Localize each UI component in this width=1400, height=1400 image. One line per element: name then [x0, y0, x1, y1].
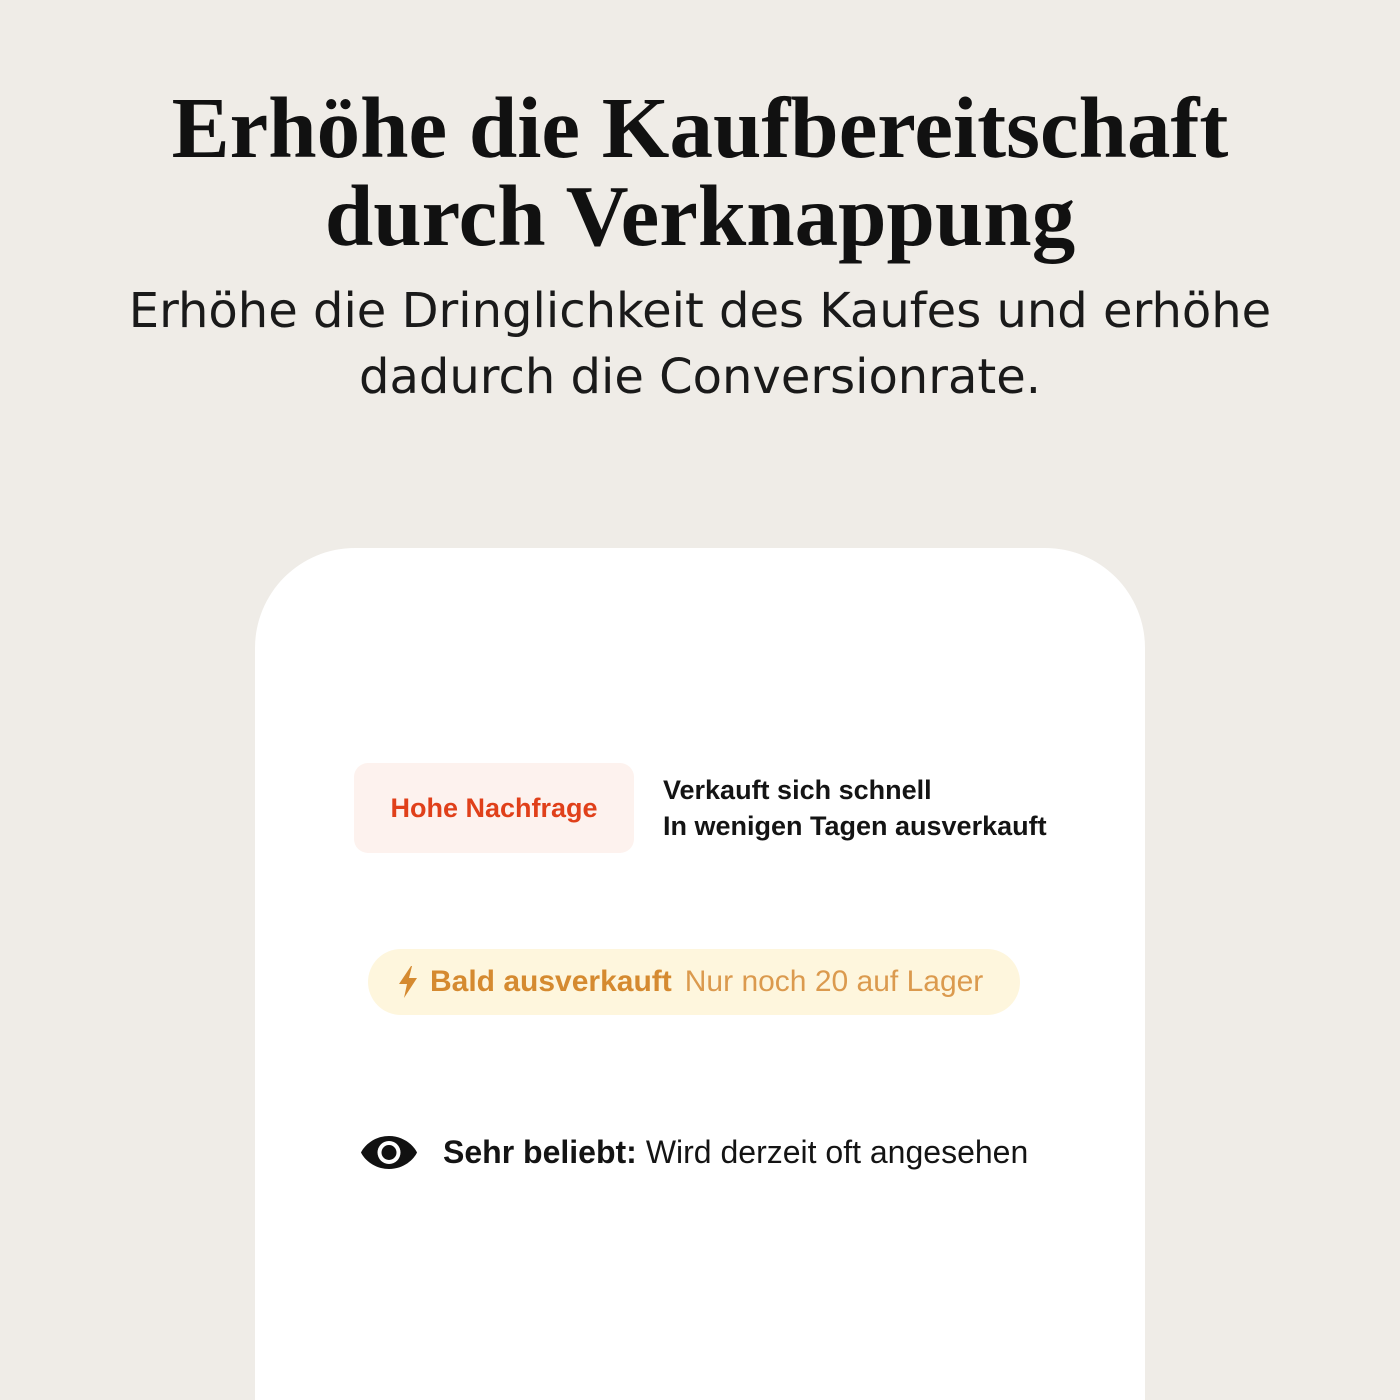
subheadline-line-1: Erhöhe die Dringlichkeit des Kaufes und erhöhe [128, 283, 1272, 339]
high-demand-label: Hohe Nachfrage [390, 792, 598, 823]
subheadline [0, 278, 1400, 410]
high-demand-description [663, 772, 1047, 844]
popular-detail: Wird derzeit oft angesehen [645, 1134, 1029, 1170]
low-stock-label: Bald ausverkauft [430, 965, 672, 998]
headline [0, 79, 1400, 264]
headline-line-2: durch Verknappung [324, 167, 1076, 264]
high-demand-badge [354, 763, 634, 853]
subheadline-line-2: dadurch die Conversionrate. [359, 349, 1041, 405]
low-stock-detail: Nur noch 20 auf Lager [684, 965, 984, 998]
low-stock-pill [368, 949, 1020, 1015]
product-card-mockup [255, 548, 1145, 1400]
lightning-icon [398, 966, 418, 998]
popular-indicator [443, 1132, 1028, 1172]
popular-label: Sehr beliebt: [443, 1134, 637, 1170]
headline-line-1: Erhöhe die Kaufbereitschaft [171, 79, 1229, 176]
eye-icon [360, 1135, 418, 1170]
high-demand-line-1: Verkauft sich schnell [663, 775, 932, 805]
high-demand-line-2: In wenigen Tagen ausverkauft [663, 811, 1047, 841]
